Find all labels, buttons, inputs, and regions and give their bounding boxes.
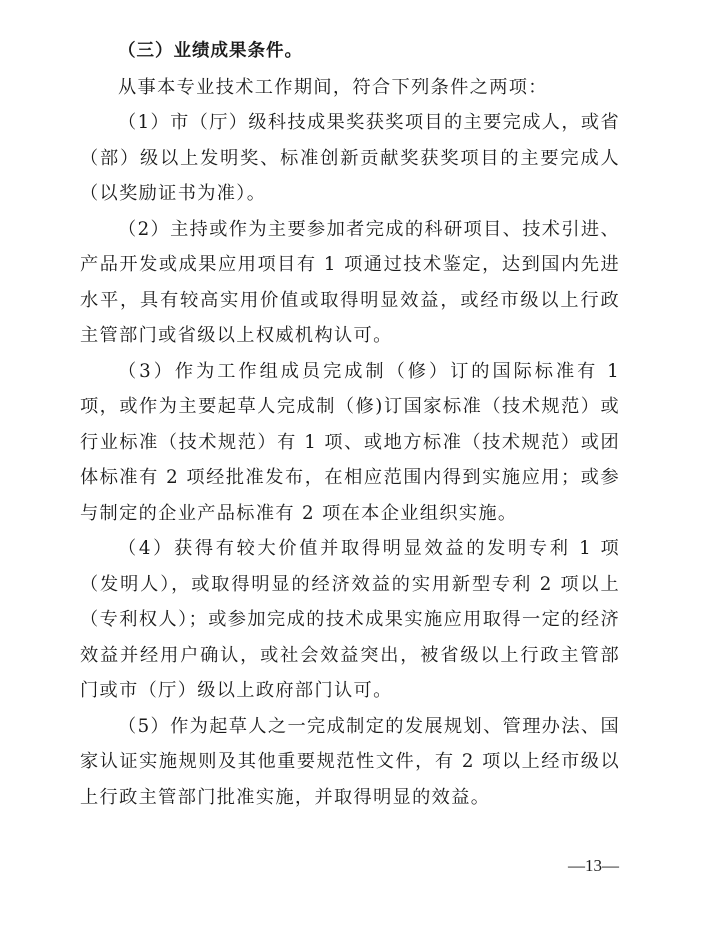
condition-item-5: （5）作为起草人之一完成制定的发展规划、管理办法、国家认证实施规则及其他重要规范性文件，有 2 项以上经市级以上行政主管部门批准实施，并取得明显的效益。 (80, 715, 620, 808)
condition-item-4: （4）获得有较大价值并取得明显效益的发明专利 1 项（发明人），或取得明显的经济效益的实用新型专利 2 项以上（专利权人）；或参加完成的技术成果实施应用取得一定的经济效益并经用户确认，或社会效益突出，被省级以上行政主管部门或市（厅）级以上政府部门认可。 (80, 538, 620, 701)
section-heading: （三）业绩成果条件。 (118, 41, 303, 61)
condition-item-2: （2）主持或作为主要参加者完成的科研项目、技术引进、产品开发或成果应用项目有 1 项通过技术鉴定，达到国内先进水平，具有较高实用价值或取得明显效益，或经市级以上行政主管部门或省级以上权威机构认可。 (80, 218, 620, 346)
condition-item-1: （1）市（厅）级科技成果奖获奖项目的主要完成人，或省（部）级以上发明奖、标准创新贡献奖获奖项目的主要完成人（以奖励证书为准）。 (80, 112, 620, 204)
page-number: —13— (568, 856, 619, 875)
condition-item-3: （3）作为工作组成员完成制（修）订的国际标准有 1 项，或作为主要起草人完成制（修)订国家标准（技术规范）或行业标准（技术规范）有 1 项、或地方标准（技术规范）或团体标准有 2 项经批准发布，在相应范围内得到实施应用；或参与制定的企业产品标准有 2 项在本企业组织实施。 (80, 360, 620, 524)
intro-paragraph: 从事本专业技术工作期间，符合下列条件之两项： (118, 76, 548, 98)
document-body (80, 34, 620, 815)
